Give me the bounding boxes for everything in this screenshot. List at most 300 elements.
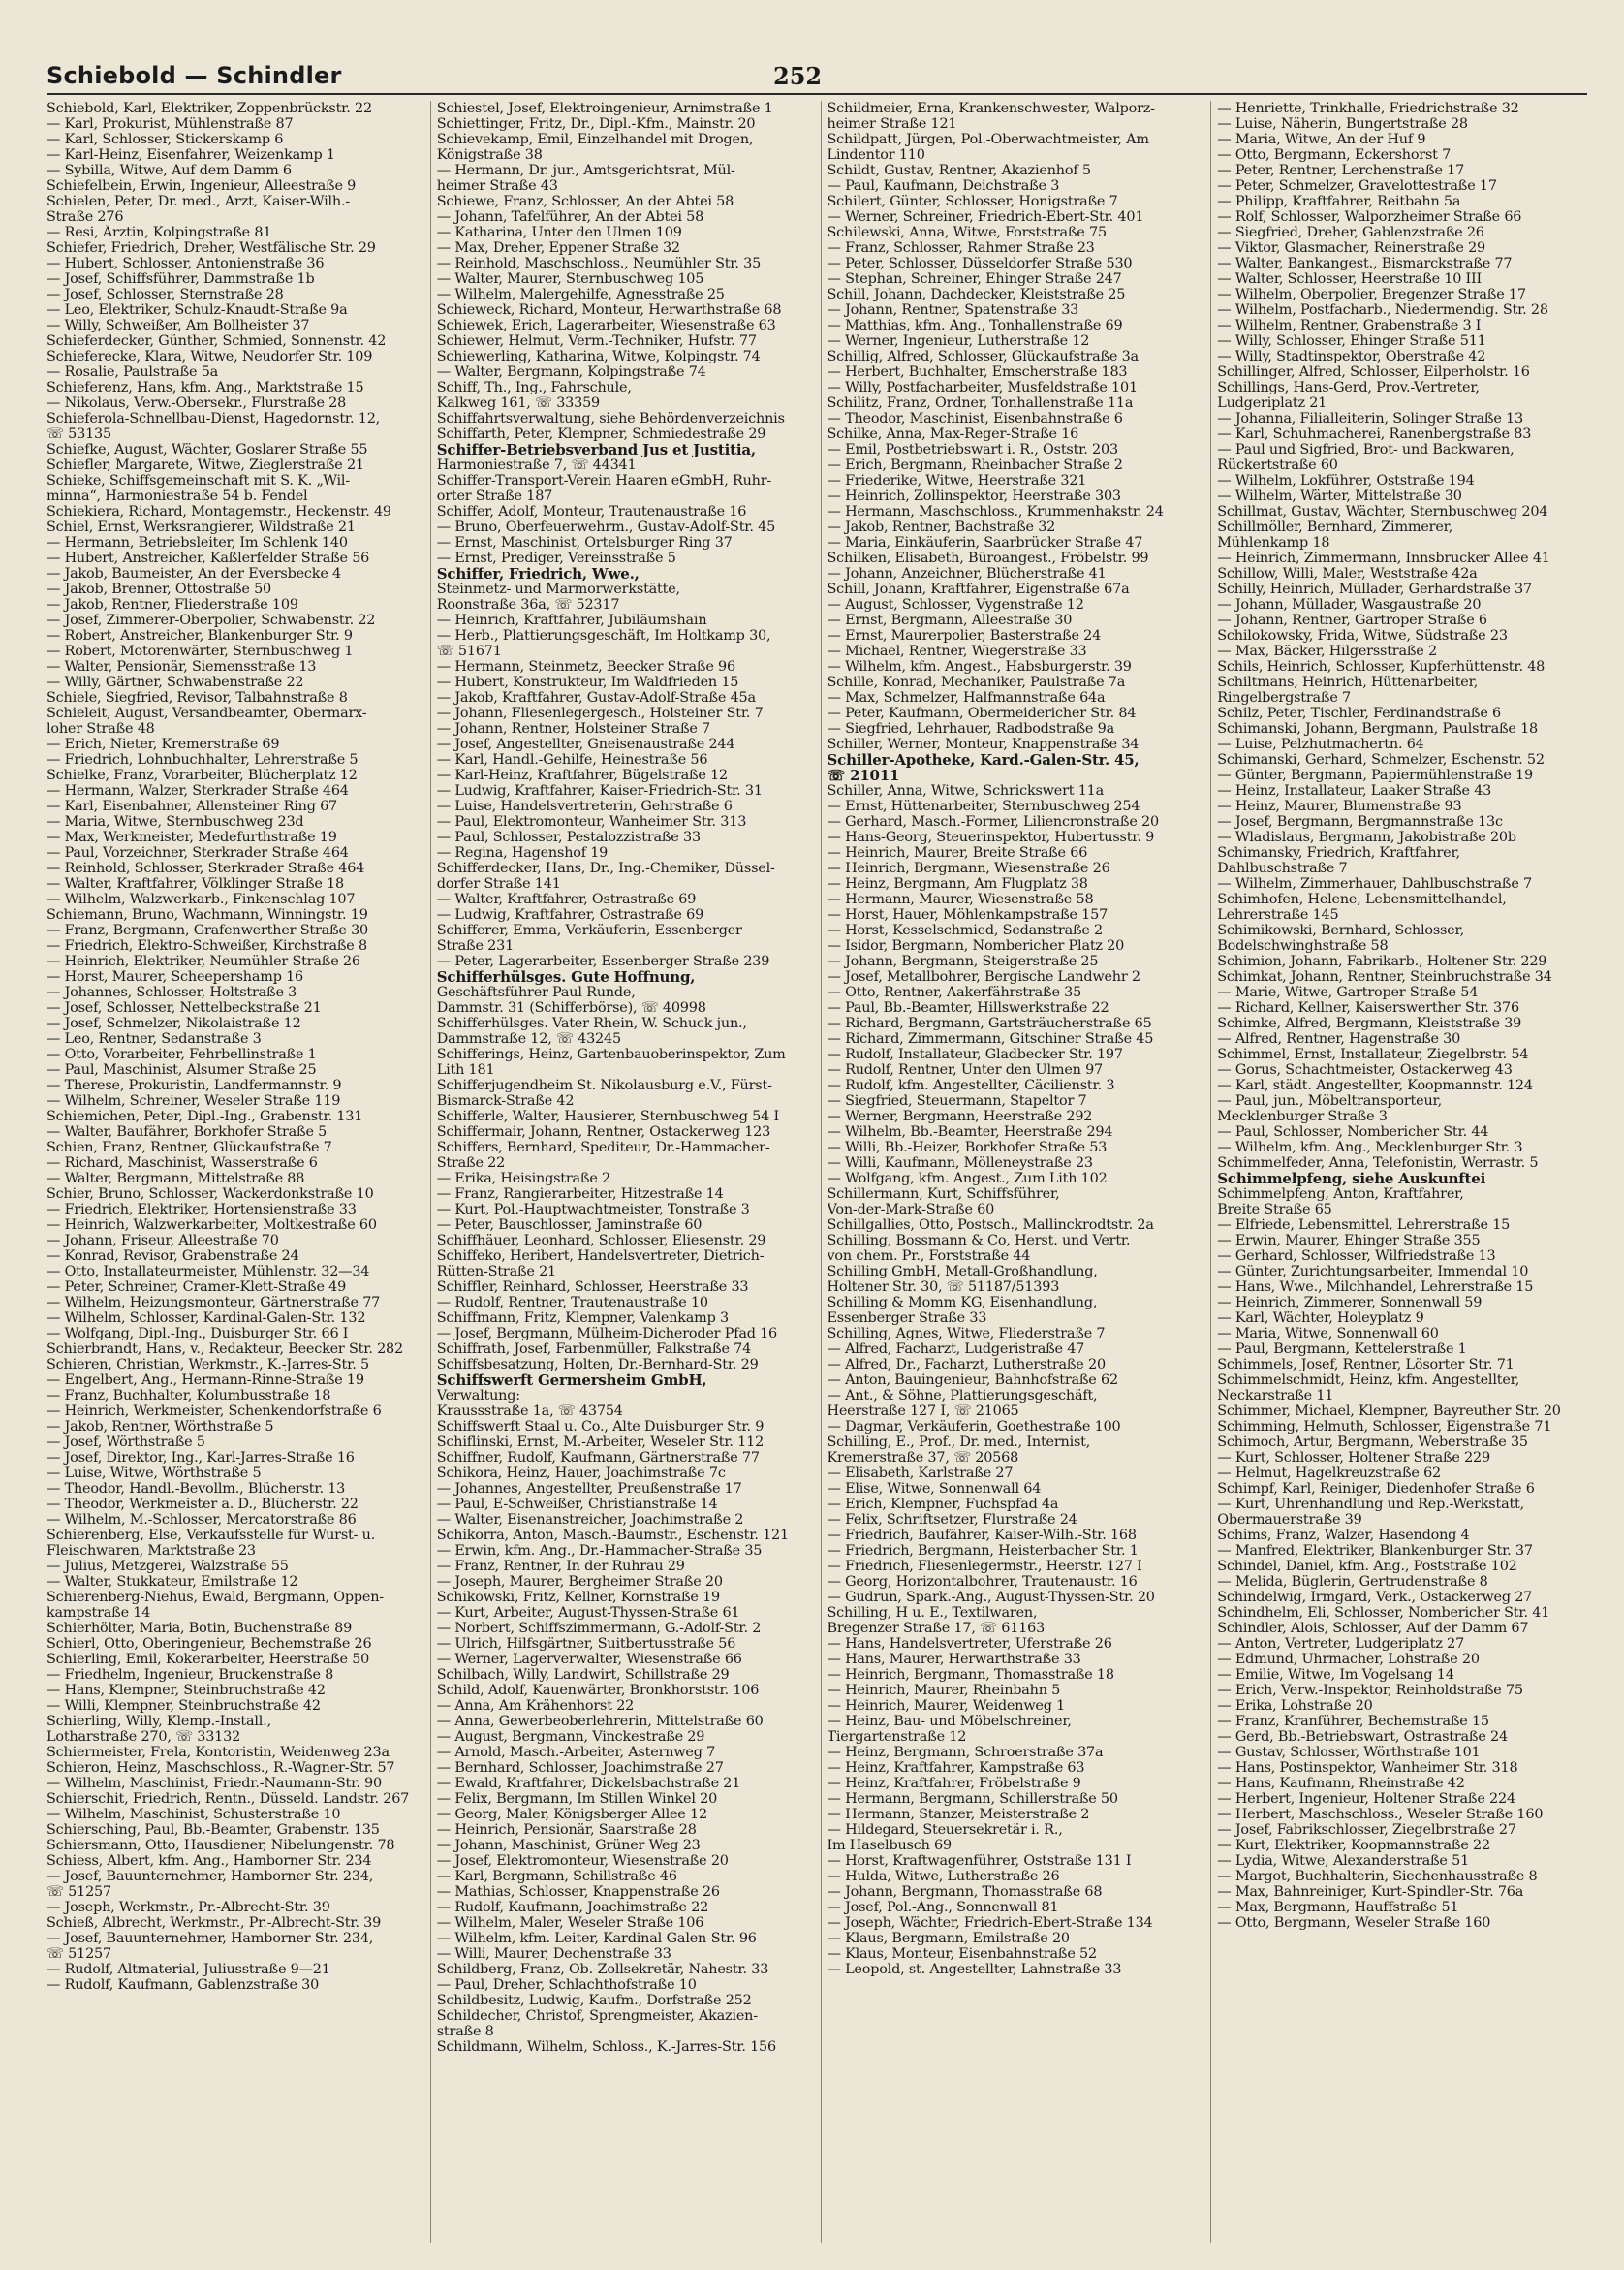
directory-entry: Schifferhülsges. Vater Rhein, W. Schuck jun.,	[436, 1016, 747, 1031]
directory-entry: — Peter, Schlosser, Düsseldorfer Straße 530	[827, 256, 1133, 271]
directory-entry: — Johann, Anzeichner, Blücherstraße 41	[827, 566, 1107, 582]
directory-entry: — Ant., & Söhne, Plattierungsgeschäft,	[827, 1388, 1098, 1403]
directory-entry: — Maria, Witwe, Sonnenwall 60	[1217, 1326, 1439, 1341]
directory-entry: Schimmelschmidt, Heinz, kfm. Angestellter,	[1217, 1372, 1520, 1388]
directory-entry: Schimmelpfeng, Anton, Kraftfahrer,	[1217, 1186, 1464, 1202]
directory-entry: — Johann, Tafelführer, An der Abtei 58	[436, 209, 704, 225]
directory-entry: — Rudolf, kfm. Angestellter, Cäcilienstr. 3	[827, 1078, 1115, 1093]
directory-entry: — Klaus, Bergmann, Emilstraße 20	[827, 1931, 1070, 1946]
directory-entry: Schieferenz, Hans, kfm. Ang., Marktstraße 15	[47, 380, 364, 395]
directory-entry: Schimion, Johann, Fabrikarb., Holtener Str. 229	[1217, 954, 1547, 969]
directory-entry: — Walter, Schlosser, Heerstraße 10 III	[1217, 271, 1482, 287]
directory-entry: Schimmel, Ernst, Installateur, Ziegelbrstr. 54	[1217, 1047, 1529, 1062]
directory-entry: — Wilhelm, Postfacharb., Niedermendig. Str. 28	[1217, 302, 1548, 318]
directory-entry: — Katharina, Unter den Ulmen 109	[436, 225, 682, 240]
directory-entry: — Heinz, Bergmann, Am Flugplatz 38	[827, 876, 1088, 892]
directory-entry: — Wilhelm, M.-Schlosser, Mercatorstraße 86	[47, 1512, 357, 1528]
directory-entry: — Heinz, Kraftfahrer, Kampstraße 63	[827, 1760, 1085, 1776]
column-3	[821, 101, 1198, 2243]
directory-entry: — Wilhelm, Schreiner, Weseler Straße 119	[47, 1093, 341, 1109]
directory-entry: Schiel, Ernst, Werksrangierer, Wildstraße 21	[47, 520, 356, 535]
directory-entry: — Elise, Witwe, Sonnenwall 64	[827, 1481, 1042, 1497]
directory-entry: Schierl, Otto, Oberingenieur, Bechemstraße 26	[47, 1636, 372, 1652]
directory-entry: — Paul, Vorzeichner, Sterkrader Straße 464	[47, 845, 349, 861]
directory-entry: — Josef, Pol.-Ang., Sonnenwall 81	[827, 1900, 1059, 1915]
directory-entry: ☏ 51257	[47, 1946, 111, 1962]
directory-entry: — Kurt, Pol.-Hauptwachtmeister, Tonstraße 3	[436, 1202, 750, 1217]
directory-entry: Schier, Bruno, Schlosser, Wackerdonkstraße 10	[47, 1186, 374, 1202]
directory-entry: — Wilhelm, Wärter, Mittelstraße 30	[1217, 489, 1462, 504]
directory-entry: — Wilhelm, Maler, Weseler Straße 106	[436, 1915, 704, 1931]
directory-entry: — Johann, Fliesenlegergesch., Holsteiner Str. 7	[436, 706, 764, 721]
directory-entry: — Siegfried, Lehrhauer, Radbodstraße 9a	[827, 721, 1114, 737]
directory-entry: — Georg, Maler, Königsberger Allee 12	[436, 1807, 707, 1822]
directory-entry: heimer Straße 43	[436, 178, 558, 194]
directory-entry: Fleischwaren, Marktstraße 23	[47, 1543, 256, 1559]
directory-entry: — Werner, Ingenieur, Lutherstraße 12	[827, 333, 1090, 349]
directory-entry: — Peter, Schmelzer, Gravelottestraße 17	[1217, 178, 1497, 194]
directory-entry: Schillmöller, Bernhard, Zimmerer,	[1217, 520, 1453, 535]
directory-entry: — Hans, Kaufmann, Rheinstraße 42	[1217, 1776, 1465, 1791]
directory-entry: Schielen, Peter, Dr. med., Arzt, Kaiser-Wilh.-	[47, 194, 351, 209]
directory-entry: — Richard, Zimmermann, Gitschiner Straße 45	[827, 1031, 1154, 1047]
directory-entry: Schildpatt, Jürgen, Pol.-Oberwachtmeister, Am	[827, 132, 1149, 147]
directory-entry: — Walter, Maurer, Sternbuschweg 105	[436, 271, 704, 287]
directory-entry: — Elisabeth, Karlstraße 27	[827, 1466, 1014, 1481]
directory-entry: Schiffhäuer, Leonhard, Schlosser, Eliesenstr. 29	[436, 1233, 766, 1248]
directory-entry: — Günter, Zurichtungsarbeiter, Immendal 10	[1217, 1264, 1529, 1279]
directory-entry: Schildecher, Christof, Sprengmeister, Akazien-	[436, 2008, 758, 2024]
directory-entry: — Paul, Schlosser, Pestalozzistraße 33	[436, 830, 701, 845]
directory-entry: — Wilhelm, Lokführer, Oststraße 194	[1217, 473, 1475, 489]
directory-entry: — Walter, Kraftfahrer, Völklinger Straße 18	[47, 876, 344, 892]
directory-entry: Schievekamp, Emil, Einzelhandel mit Drogen,	[436, 132, 754, 147]
directory-entry: — Werner, Schreiner, Friedrich-Ebert-Str. 401	[827, 209, 1144, 225]
directory-entry: Schildmeier, Erna, Krankenschwester, Walporz-	[827, 101, 1155, 116]
directory-entry: Schiess, Albert, kfm. Ang., Hamborner Str. 234	[47, 1853, 372, 1869]
directory-entry: — Karl-Heinz, Eisenfahrer, Weizenkamp 1	[47, 147, 335, 163]
directory-entry: — Paul, jun., Möbeltransporteur,	[1217, 1093, 1442, 1109]
directory-entry: Schilling GmbH, Metall-Großhandlung,	[827, 1264, 1098, 1279]
directory-entry: — Karl, Schlosser, Stickerskamp 6	[47, 132, 284, 147]
directory-entry: — Heinrich, Elektriker, Neumühler Straße 26	[47, 954, 360, 969]
directory-entry: — Stephan, Schreiner, Ehinger Straße 247	[827, 271, 1122, 287]
directory-entry: — Johanna, Filialleiterin, Solinger Straße 13	[1217, 411, 1523, 426]
directory-entry: Schiffswerft Germersheim GmbH,	[436, 1372, 707, 1388]
directory-entry: — Wilhelm, kfm. Angest., Habsburgerstr. 39	[827, 659, 1132, 675]
directory-entry: — Werner, Lagerverwalter, Wiesenstraße 66	[436, 1652, 742, 1667]
directory-entry: — Jakob, Baumeister, An der Eversbecke 4	[47, 566, 341, 582]
directory-entry: Lehrerstraße 145	[1217, 907, 1339, 923]
directory-entry: — Willi, Kaufmann, Mölleneystraße 23	[827, 1155, 1093, 1171]
directory-entry: Rütten-Straße 21	[436, 1264, 556, 1279]
directory-entry: Dammstraße 12, ☏ 43245	[436, 1031, 621, 1047]
directory-entry: — Kurt, Elektriker, Koopmannstraße 22	[1217, 1838, 1490, 1853]
directory-entry: — Manfred, Elektriker, Blankenburger Str. 37	[1217, 1543, 1533, 1559]
directory-entry: Schildmann, Wilhelm, Schloss., K.-Jarres-Str. 156	[436, 2039, 776, 2055]
directory-entry: — Wilhelm, Oberpolier, Bregenzer Straße 17	[1217, 287, 1526, 302]
directory-entry: — Sybilla, Witwe, Auf dem Damm 6	[47, 163, 292, 178]
directory-entry: Schifferdecker, Hans, Dr., Ing.-Chemiker, Düssel-	[436, 861, 775, 876]
directory-entry: Neckarstraße 11	[1217, 1388, 1334, 1403]
directory-entry: — Franz, Buchhalter, Kolumbusstraße 18	[47, 1388, 331, 1403]
directory-entry: — Hans, Wwe., Milchhandel, Lehrerstraße 15	[1217, 1279, 1534, 1295]
directory-entry: Schierenberg, Else, Verkaufsstelle für Wurst- u.	[47, 1528, 376, 1543]
directory-entry: Schieron, Heinz, Maschschloss., R.-Wagner-Str. 57	[47, 1760, 395, 1776]
page-number: 252	[773, 62, 823, 90]
directory-entry: Schiefler, Margarete, Witwe, Zieglerstraße 21	[47, 457, 364, 473]
directory-entry: — Max, Bäcker, Hilgersstraße 2	[1217, 644, 1437, 659]
directory-entry: Schiffermair, Johann, Rentner, Ostackerweg 123	[436, 1124, 771, 1140]
directory-entry: — Philipp, Kraftfahrer, Reitbahn 5a	[1217, 194, 1461, 209]
directory-entry: — Josef, Elektromonteur, Wiesenstraße 20	[436, 1853, 729, 1869]
directory-entry: — Ernst, Maschinist, Ortelsburger Ring 37	[436, 535, 733, 551]
directory-entry: — Jakob, Rentner, Bachstraße 32	[827, 520, 1056, 535]
directory-entry: — Maria, Witwe, An der Huf 9	[1217, 132, 1426, 147]
directory-entry: — Joseph, Maurer, Bergheimer Straße 20	[436, 1574, 723, 1590]
directory-entry: Schimmels, Josef, Rentner, Lösorter Str. 71	[1217, 1357, 1515, 1372]
directory-entry: Schimanski, Johann, Bergmann, Paulstraße 18	[1217, 721, 1538, 737]
directory-entry: — Josef, Bauunternehmer, Hamborner Str. 234,	[47, 1869, 374, 1884]
directory-entry: — Maria, Witwe, Sternbuschweg 23d	[47, 814, 304, 830]
directory-entry: Schifferer, Emma, Verkäuferin, Essenberger	[436, 923, 742, 938]
directory-entry: — Konrad, Revisor, Grabenstraße 24	[47, 1248, 299, 1264]
directory-entry: — Heinz, Maurer, Blumenstraße 93	[1217, 799, 1462, 814]
directory-entry: — Horst, Kraftwagenführer, Oststraße 131 I	[827, 1853, 1132, 1869]
directory-entry: Schiffswerft Staal u. Co., Alte Duisburger Str. 9	[436, 1419, 765, 1435]
directory-entry: — Karl, Wächter, Holeyplatz 9	[1217, 1310, 1424, 1326]
directory-entry: — Regina, Hagenshof 19	[436, 845, 609, 861]
directory-entry: — Siegfried, Steuermann, Stapeltor 7	[827, 1093, 1087, 1109]
directory-entry: — Josef, Direktor, Ing., Karl-Jarres-Straße 16	[47, 1450, 355, 1466]
directory-entry: — Anton, Bauingenieur, Bahnhofstraße 62	[827, 1372, 1118, 1388]
directory-entry: Schilert, Günter, Schlosser, Honigstraße 7	[827, 194, 1118, 209]
directory-entry: — Max, Dreher, Eppener Straße 32	[436, 240, 680, 256]
directory-entry: Schilling, Agnes, Witwe, Fliederstraße 7	[827, 1326, 1106, 1341]
directory-entry: — Bernhard, Schlosser, Joachimstraße 27	[436, 1760, 724, 1776]
directory-entry: Schimanski, Gerhard, Schmelzer, Eschenstr. 52	[1217, 752, 1545, 768]
directory-entry: Dammstr. 31 (Schifferbörse), ☏ 40998	[436, 1000, 706, 1016]
directory-entry: heimer Straße 121	[827, 116, 957, 132]
directory-entry: — Joseph, Wächter, Friedrich-Ebert-Straße 134	[827, 1915, 1153, 1931]
directory-entry: — Heinrich, Zollinspektor, Heerstraße 303	[827, 489, 1121, 504]
directory-entry: — Josef, Bergmann, Bergmannstraße 13c	[1217, 814, 1503, 830]
directory-entry: Schindelwig, Irmgard, Verk., Ostackerweg 27	[1217, 1590, 1533, 1605]
directory-entry: — Theodor, Werkmeister a. D., Blücherstr. 22	[47, 1497, 359, 1512]
directory-entry: Schikowski, Fritz, Kellner, Kornstraße 19	[436, 1590, 721, 1605]
directory-entry: dorfer Straße 141	[436, 876, 561, 892]
directory-entry: — Peter, Schreiner, Cramer-Klett-Straße 49	[47, 1279, 347, 1295]
directory-entry: Schillig, Alfred, Schlosser, Glückaufstraße 3a	[827, 349, 1139, 364]
directory-entry: — Heinz, Installateur, Laaker Straße 43	[1217, 783, 1492, 799]
directory-entry: — Engelbert, Ang., Hermann-Rinne-Straße 19	[47, 1372, 364, 1388]
directory-entry: — Friedrich, Elektro-Schweißer, Kirchstraße 8	[47, 938, 367, 954]
directory-entry: — Josef, Bergmann, Mülheim-Dicheroder Pfad 16	[436, 1326, 778, 1341]
directory-entry: — Luise, Näherin, Bungertstraße 28	[1217, 116, 1468, 132]
directory-entry: Schimpf, Karl, Reiniger, Diedenhofer Straße 6	[1217, 1481, 1535, 1497]
directory-entry: — Alfred, Rentner, Hagenstraße 30	[1217, 1031, 1461, 1047]
directory-entry: ☏ 21011	[827, 768, 900, 783]
directory-entry: — Gorus, Schachtmeister, Ostackerweg 43	[1217, 1062, 1513, 1078]
directory-entry: Schielke, Franz, Vorarbeiter, Blücherplatz 12	[47, 768, 358, 783]
directory-entry: — Resi, Ärztin, Kolpingstraße 81	[47, 225, 272, 240]
directory-entry: — Karl, Prokurist, Mühlenstraße 87	[47, 116, 294, 132]
directory-entry: — Friedhelm, Ingenieur, Bruckenstraße 8	[47, 1667, 334, 1683]
directory-entry: ☏ 51671	[436, 644, 502, 659]
directory-entry: Schiefer, Friedrich, Dreher, Westfälische Str. 29	[47, 240, 376, 256]
directory-entry: — Walter, Bergmann, Mittelstraße 88	[47, 1171, 305, 1186]
directory-entry: Schiff, Th., Ing., Fahrschule,	[436, 380, 632, 395]
directory-entry: — Friederike, Witwe, Heerstraße 321	[827, 473, 1087, 489]
directory-entry: Schiltmans, Heinrich, Hüttenarbeiter,	[1217, 675, 1479, 690]
directory-entry: — Johann, Müllader, Wasgaustraße 20	[1217, 597, 1482, 613]
directory-entry: Schiffler, Reinhard, Schlosser, Heerstraße 33	[436, 1279, 749, 1295]
directory-entry: — Kurt, Uhrenhandlung und Rep.-Werkstatt,	[1217, 1497, 1524, 1512]
directory-entry: — Johann, Rentner, Spatenstraße 33	[827, 302, 1079, 318]
directory-entry: — Otto, Installateurmeister, Mühlenstr. 32—34	[47, 1264, 370, 1279]
directory-entry: — Leopold, st. Angestellter, Lahnstraße 33	[827, 1962, 1122, 1977]
directory-entry: — Franz, Schlosser, Rahmer Straße 23	[827, 240, 1095, 256]
directory-entry: — Karl, Bergmann, Schillstraße 46	[436, 1869, 677, 1884]
directory-entry: Schillmat, Gustav, Wächter, Sternbuschweg 204	[1217, 504, 1548, 520]
directory-entry: Schimikowski, Bernhard, Schlosser,	[1217, 923, 1464, 938]
directory-entry: — Leo, Rentner, Sedanstraße 3	[47, 1031, 262, 1047]
directory-entry: — Walter, Bankangest., Bismarckstraße 77	[1217, 256, 1513, 271]
directory-entry: — Henriette, Trinkhalle, Friedrichstraße 32	[1217, 101, 1519, 116]
directory-entry: — Wilhelm, Maschinist, Schusterstraße 10	[47, 1807, 341, 1822]
directory-entry: — Julius, Metzgerei, Walzstraße 55	[47, 1559, 289, 1574]
directory-entry: Schiller, Werner, Monteur, Knappenstraße 34	[827, 737, 1140, 752]
directory-entry: — August, Schlosser, Vygenstraße 12	[827, 597, 1084, 613]
directory-entry: — Heinrich, Bergmann, Wiesenstraße 26	[827, 861, 1110, 876]
directory-entry: — Wladislaus, Bergmann, Jakobistraße 20b	[1217, 830, 1516, 845]
directory-entry: — Ernst, Prediger, Vereinsstraße 5	[436, 551, 676, 566]
directory-entry: Schilke, Anna, Max-Reger-Straße 16	[827, 426, 1079, 442]
directory-entry: Schilewski, Anna, Witwe, Forststraße 75	[827, 225, 1107, 240]
directory-entry: Lindentor 110	[827, 147, 925, 163]
directory-entry: Schilling & Momm KG, Eisenhandlung,	[827, 1295, 1098, 1310]
directory-entry: — Erich, Bergmann, Rheinbacher Straße 2	[827, 457, 1123, 473]
directory-entry: Schiersching, Paul, Bb.-Beamter, Grabenstr. 135	[47, 1822, 380, 1838]
directory-entry: — Paul, Bb.-Beamter, Hillswerkstraße 22	[827, 1000, 1109, 1016]
directory-entry: — Heinrich, Walzwerkarbeiter, Moltkestraße 60	[47, 1217, 377, 1233]
directory-entry: Schieweck, Richard, Monteur, Herwarthstraße 68	[436, 302, 782, 318]
directory-entry: — Erich, Klempner, Fuchspfad 4a	[827, 1497, 1059, 1512]
directory-entry: Schille, Konrad, Mechaniker, Paulstraße 7a	[827, 675, 1126, 690]
directory-entry: Schierbrandt, Hans, v., Redakteur, Beecker Str. 282	[47, 1341, 403, 1357]
directory-entry: — Rudolf, Altmaterial, Juliusstraße 9—21	[47, 1962, 330, 1977]
directory-entry: — Josef, Wörthstraße 5	[47, 1435, 205, 1450]
directory-entry: Schiermeister, Frela, Kontoristin, Weidenweg 23a	[47, 1745, 390, 1760]
directory-entry: — Karl-Heinz, Kraftfahrer, Bügelstraße 12	[436, 768, 729, 783]
directory-entry: — Johann, Rentner, Holsteiner Straße 7	[436, 721, 711, 737]
directory-entry: Schierhölter, Maria, Botin, Buchenstraße 89	[47, 1621, 353, 1636]
directory-entry: Schimkat, Johann, Rentner, Steinbruchstraße 34	[1217, 969, 1552, 985]
directory-entry: — Otto, Bergmann, Weseler Straße 160	[1217, 1915, 1491, 1931]
directory-entry: Schiewerling, Katharina, Witwe, Kolpingstr. 74	[436, 349, 761, 364]
directory-entry: — Michael, Rentner, Wiegerstraße 33	[827, 644, 1087, 659]
directory-entry: Lotharstraße 270, ☏ 33132	[47, 1729, 241, 1745]
directory-entry: — Paul, Bergmann, Kettelerstraße 1	[1217, 1341, 1467, 1357]
directory-entry: — Wilhelm, Bb.-Beamter, Heerstraße 294	[827, 1124, 1113, 1140]
directory-entry: — Hans, Handelsvertreter, Uferstraße 26	[827, 1636, 1112, 1652]
directory-entry: — Erich, Nieter, Kremerstraße 69	[47, 737, 280, 752]
directory-columns	[47, 101, 1587, 2243]
directory-entry: Schilling, H u. E., Textilwaren,	[827, 1605, 1038, 1621]
directory-entry: Schieferola-Schnellbau-Dienst, Hagedornstr. 12,	[47, 411, 381, 426]
directory-entry: Kalkweg 161, ☏ 33359	[436, 395, 600, 411]
directory-entry: Schiffner, Rudolf, Kaufmann, Gärtnerstraße 77	[436, 1450, 760, 1466]
directory-entry: — Helmut, Hagelkreuzstraße 62	[1217, 1466, 1441, 1481]
directory-entry: — Emilie, Witwe, Im Vogelsang 14	[1217, 1667, 1454, 1683]
directory-entry: — Karl, Eisenbahner, Allensteiner Ring 67	[47, 799, 338, 814]
directory-entry: straße 8	[436, 2024, 494, 2039]
directory-entry: — Walter, Baufährer, Borkhofer Straße 5	[47, 1124, 328, 1140]
directory-entry: — Paul, Maschinist, Alsumer Straße 25	[47, 1062, 317, 1078]
directory-entry: Schiefelbein, Erwin, Ingenieur, Alleestraße 9	[47, 178, 357, 194]
directory-entry: — Horst, Maurer, Scheepershamp 16	[47, 969, 304, 985]
directory-entry: Schiewek, Erich, Lagerarbeiter, Wiesenstraße 63	[436, 318, 776, 333]
directory-entry: Verwaltung:	[436, 1388, 520, 1403]
directory-entry: — Alfred, Facharzt, Ludgeristraße 47	[827, 1341, 1085, 1357]
directory-entry: loher Straße 48	[47, 721, 155, 737]
directory-entry: Schimke, Alfred, Bergmann, Kleiststraße 39	[1217, 1016, 1522, 1031]
directory-entry: — Jakob, Kraftfahrer, Gustav-Adolf-Straße 45a	[436, 690, 756, 706]
directory-entry: Kraussstraße 1a, ☏ 43754	[436, 1403, 623, 1419]
column-2	[430, 101, 807, 2243]
directory-entry: — Heinz, Bau- und Möbelschreiner,	[827, 1714, 1072, 1729]
directory-entry: — Franz, Kranführer, Bechemstraße 15	[1217, 1714, 1489, 1729]
directory-entry: — Peter, Bauschlosser, Jaminstraße 60	[436, 1217, 703, 1233]
directory-entry: Schiemichen, Peter, Dipl.-Ing., Grabenstr. 131	[47, 1109, 363, 1124]
directory-entry: Schilbach, Willy, Landwirt, Schillstraße 29	[436, 1667, 730, 1683]
directory-entry: — Friedrich, Lohnbuchhalter, Lehrerstraße 5	[47, 752, 359, 768]
directory-entry: — Johann, Friseur, Alleestraße 70	[47, 1233, 279, 1248]
directory-entry: Schieleit, August, Versandbeamter, Obermarx-	[47, 706, 367, 721]
directory-entry: — Gerhard, Schlosser, Wilfriedstraße 13	[1217, 1248, 1496, 1264]
directory-entry: — Marie, Witwe, Gartroper Straße 54	[1217, 985, 1479, 1000]
directory-entry: Schiefke, August, Wächter, Goslarer Straße 55	[47, 442, 368, 457]
directory-entry: Schierling, Emil, Kokerarbeiter, Heerstraße 50	[47, 1652, 370, 1667]
directory-entry: Geschäftsführer Paul Runde,	[436, 985, 636, 1000]
directory-entry: — Felix, Schriftsetzer, Flurstraße 24	[827, 1512, 1077, 1528]
directory-entry: — Karl, städt. Angestellter, Koopmannstr. 124	[1217, 1078, 1533, 1093]
directory-entry: — Wilhelm, Malergehilfe, Agnesstraße 25	[436, 287, 725, 302]
directory-entry: Schild, Adolf, Kauenwärter, Bronkhorststr. 106	[436, 1683, 760, 1698]
directory-entry: — Luise, Witwe, Wörthstraße 5	[47, 1466, 262, 1481]
directory-entry: Schindel, Daniel, kfm. Ang., Poststraße 102	[1217, 1559, 1517, 1574]
directory-entry: — Johann, Rentner, Gartroper Straße 6	[1217, 613, 1487, 628]
directory-entry: Schindhelm, Eli, Schlosser, Nombericher Str. 41	[1217, 1605, 1550, 1621]
directory-entry: — Otto, Vorarbeiter, Fehrbellinstraße 1	[47, 1047, 317, 1062]
directory-entry: — Rudolf, Rentner, Unter den Ulmen 97	[827, 1062, 1104, 1078]
directory-entry: — Paul, E-Schweißer, Christianstraße 14	[436, 1497, 718, 1512]
directory-entry: — Anna, Am Krähenhorst 22	[436, 1698, 635, 1714]
directory-entry: Schilken, Elisabeth, Büroangest., Fröbelstr. 99	[827, 551, 1149, 566]
directory-entry: — Theodor, Maschinist, Eisenbahnstraße 6	[827, 411, 1123, 426]
directory-entry: — Norbert, Schiffszimmermann, G.-Adolf-Str. 2	[436, 1621, 762, 1636]
directory-entry: Schiersmann, Otto, Hausdiener, Nibelungenstr. 78	[47, 1838, 395, 1853]
directory-entry: Schiffmann, Fritz, Klempner, Valenkamp 3	[436, 1310, 729, 1326]
directory-entry: — Hans-Georg, Steuerinspektor, Hubertusstr. 9	[827, 830, 1155, 845]
directory-entry: — Jakob, Rentner, Fliederstraße 109	[47, 597, 298, 613]
directory-entry: — Walter, Pensionär, Siemensstraße 13	[47, 659, 317, 675]
directory-entry: — Emil, Postbetriebswart i. R., Oststr. 203	[827, 442, 1118, 457]
directory-entry: Tiergartenstraße 12	[827, 1729, 967, 1745]
directory-entry: Schiffrath, Josef, Farbenmüller, Falkstraße 74	[436, 1341, 752, 1357]
directory-entry: — Josef, Schiffsführer, Dammstraße 1b	[47, 271, 315, 287]
directory-entry: Schiele, Siegfried, Revisor, Talbahnstraße 8	[47, 690, 348, 706]
directory-entry: — Heinrich, Maurer, Rheinbahn 5	[827, 1683, 1061, 1698]
directory-entry: Im Haselbusch 69	[827, 1838, 952, 1853]
directory-entry: — Ernst, Maurerpolier, Basterstraße 24	[827, 628, 1102, 644]
directory-entry: — Ernst, Bergmann, Alleestraße 30	[827, 613, 1073, 628]
directory-entry: — Rudolf, Kaufmann, Gablenzstraße 30	[47, 1977, 320, 1993]
directory-entry: — Wolfgang, kfm. Angest., Zum Lith 102	[827, 1171, 1108, 1186]
directory-entry: — Herbert, Maschschloss., Weseler Straße 160	[1217, 1807, 1544, 1822]
directory-entry: — Erika, Heisingstraße 2	[436, 1171, 610, 1186]
directory-entry: Schifferings, Heinz, Gartenbauoberinspektor, Zum	[436, 1047, 786, 1062]
directory-entry: — Hermann, Maschschloss., Krummenhakstr. 24	[827, 504, 1164, 520]
directory-entry: — Melida, Büglerin, Gertrudenstraße 8	[1217, 1574, 1488, 1590]
directory-entry: — Hermann, Stanzer, Meisterstraße 2	[827, 1807, 1090, 1822]
directory-entry: — Heinrich, Zimmermann, Innsbrucker Allee 41	[1217, 551, 1550, 566]
directory-entry: — Rosalie, Paulstraße 5a	[47, 364, 219, 380]
directory-entry: — Josef, Schlosser, Sternstraße 28	[47, 287, 284, 302]
directory-entry: — Ernst, Hüttenarbeiter, Sternbuschweg 254	[827, 799, 1140, 814]
directory-entry: — Friedrich, Bergmann, Heisterbacher Str. 1	[827, 1543, 1139, 1559]
directory-entry: Holtener Str. 30, ☏ 51187/51393	[827, 1279, 1060, 1295]
directory-entry: Schill, Johann, Kraftfahrer, Eigenstraße 67a	[827, 582, 1130, 597]
directory-entry: Schifferhülsges. Gute Hoffnung,	[436, 969, 696, 985]
directory-entry: — Heinrich, Maurer, Weidenweg 1	[827, 1698, 1066, 1714]
directory-entry: Schikora, Heinz, Hauer, Joachimstraße 7c	[436, 1466, 726, 1481]
directory-entry: — Hermann, Walzer, Sterkrader Straße 464	[47, 783, 349, 799]
directory-entry: — Ludwig, Kraftfahrer, Ostrastraße 69	[436, 907, 704, 923]
directory-entry: Schiewer, Helmut, Verm.-Techniker, Hufstr. 77	[436, 333, 757, 349]
directory-entry: — Bruno, Oberfeuerwehrm., Gustav-Adolf-Str. 45	[436, 520, 776, 535]
directory-entry: — Reinhold, Schlosser, Sterkrader Straße 464	[47, 861, 365, 876]
directory-entry: — Kurt, Arbeiter, August-Thyssen-Straße 61	[436, 1605, 740, 1621]
directory-entry: Schiller-Apotheke, Kard.-Galen-Str. 45,	[827, 752, 1140, 768]
directory-entry: — Anton, Vertreter, Ludgeriplatz 27	[1217, 1636, 1465, 1652]
directory-entry: Schiffsbesatzung, Holten, Dr.-Bernhard-Str. 29	[436, 1357, 759, 1372]
directory-entry: Schiffer-Betriebsverband Jus et Justitia,	[436, 442, 756, 457]
directory-entry: — Josef, Metallbohrer, Bergische Landwehr 2	[827, 969, 1140, 985]
directory-entry: — Ulrich, Hilfsgärtner, Suitbertusstraße 56	[436, 1636, 736, 1652]
directory-entry: Schiemann, Bruno, Wachmann, Winningstr. 19	[47, 907, 368, 923]
directory-entry: — Ewald, Kraftfahrer, Dickelsbachstraße 21	[436, 1776, 741, 1791]
directory-entry: — Max, Werkmeister, Medefurthstraße 19	[47, 830, 337, 845]
directory-entry: Schilitz, Franz, Ordner, Tonhallenstraße 11a	[827, 395, 1134, 411]
directory-entry: Schiffers, Bernhard, Spediteur, Dr.-Hammacher-	[436, 1140, 770, 1155]
directory-entry: Schiffeko, Heribert, Handelsvertreter, Dietrich-	[436, 1248, 765, 1264]
directory-entry: — Gudrun, Spark.-Ang., August-Thyssen-Str. 20	[827, 1590, 1155, 1605]
directory-entry: Von-der-Mark-Straße 60	[827, 1202, 995, 1217]
directory-entry: — Kurt, Schlosser, Holtener Straße 229	[1217, 1450, 1490, 1466]
directory-entry: — Hermann, Betriebsleiter, Im Schlenk 140	[47, 535, 348, 551]
directory-entry: — Hermann, Steinmetz, Beecker Straße 96	[436, 659, 735, 675]
directory-entry: — Peter, Rentner, Lerchenstraße 17	[1217, 163, 1465, 178]
directory-entry: Schimansky, Friedrich, Kraftfahrer,	[1217, 845, 1460, 861]
directory-entry: — Jakob, Rentner, Wörthstraße 5	[47, 1419, 274, 1435]
directory-entry: — Willy, Gärtner, Schwabenstraße 22	[47, 675, 304, 690]
directory-entry: ☏ 51257	[47, 1884, 111, 1900]
directory-entry: — Gustav, Schlosser, Wörthstraße 101	[1217, 1745, 1481, 1760]
directory-entry: Schimming, Helmuth, Schlosser, Eigenstraße 71	[1217, 1419, 1552, 1435]
directory-entry: Schims, Franz, Walzer, Hasendong 4	[1217, 1528, 1470, 1543]
directory-entry: — Peter, Lagerarbeiter, Essenberger Straße 239	[436, 954, 770, 969]
